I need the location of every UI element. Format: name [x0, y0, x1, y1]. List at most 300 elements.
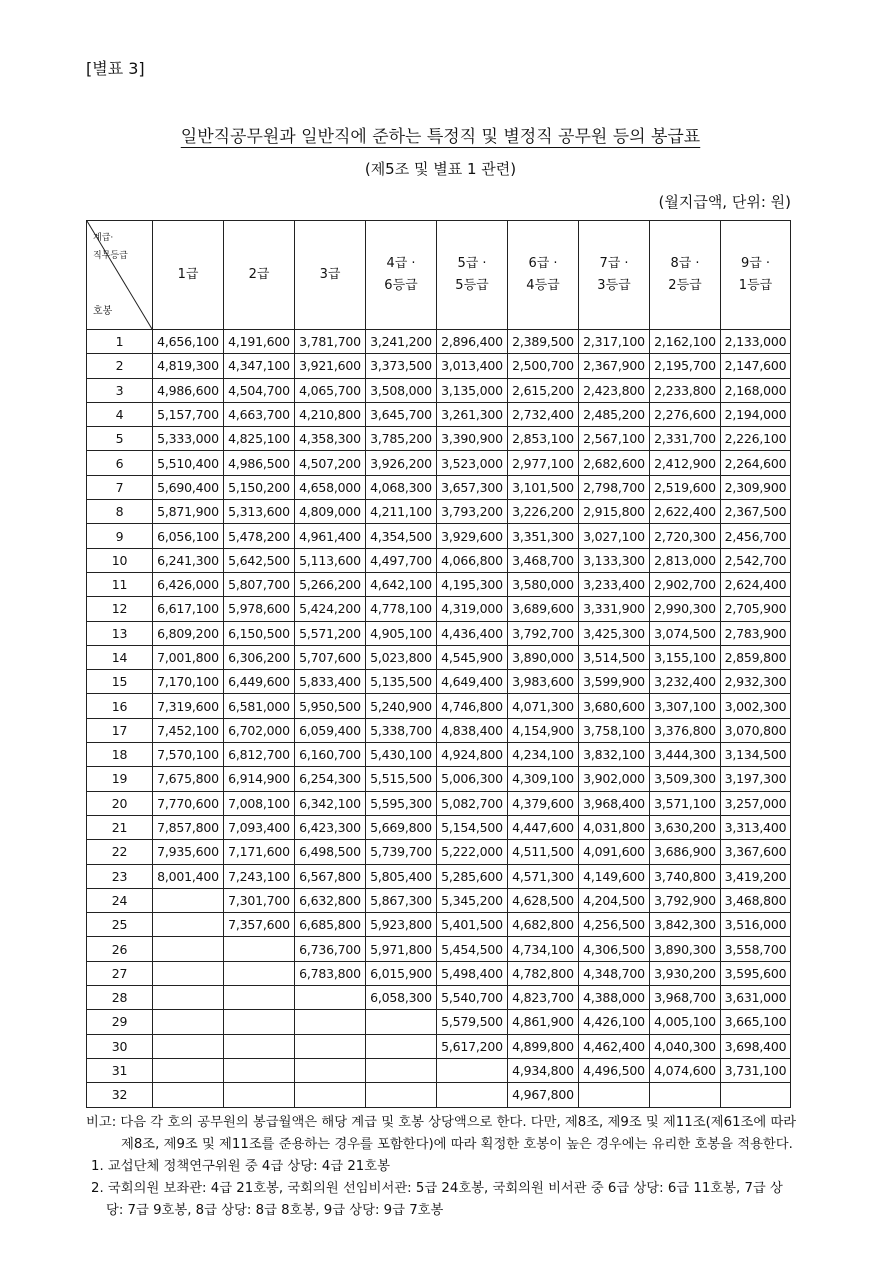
table-row	[87, 548, 791, 572]
salary-cell: 3,686,900	[650, 840, 721, 864]
salary-cell: 4,571,300	[508, 864, 579, 888]
salary-cell: 3,680,600	[579, 694, 650, 718]
header-grade-7-line2: 3등급	[597, 278, 631, 293]
salary-cell: 4,040,300	[650, 1034, 721, 1058]
step-number-cell: 10	[87, 548, 153, 572]
salary-cell: 5,871,900	[153, 500, 224, 524]
salary-cell: 3,516,000	[721, 913, 791, 937]
salary-cell: 4,306,500	[579, 937, 650, 961]
salary-cell: 2,622,400	[650, 500, 721, 524]
salary-cell: 2,624,400	[721, 572, 791, 596]
step-number-cell: 1	[87, 330, 153, 354]
salary-cell: 2,331,700	[650, 427, 721, 451]
step-number-cell: 19	[87, 767, 153, 791]
salary-cell: 5,510,400	[153, 451, 224, 475]
salary-cell: 4,507,200	[295, 451, 366, 475]
salary-cell: 6,617,100	[153, 597, 224, 621]
salary-cell: 5,266,200	[295, 572, 366, 596]
header-grade-4-line2: 6등급	[384, 278, 418, 293]
corner-step-label: 호봉	[93, 306, 113, 317]
salary-cell: 5,950,500	[295, 694, 366, 718]
salary-cell: 5,867,300	[366, 888, 437, 912]
salary-cell: 4,191,600	[224, 330, 295, 354]
salary-cell: 2,456,700	[721, 524, 791, 548]
salary-cell: 6,702,000	[224, 718, 295, 742]
salary-cell: 5,430,100	[366, 743, 437, 767]
step-number-cell: 6	[87, 451, 153, 475]
step-number-cell: 7	[87, 475, 153, 499]
salary-cell: 3,792,900	[650, 888, 721, 912]
salary-cell: 3,890,300	[650, 937, 721, 961]
salary-cell: 4,354,500	[366, 524, 437, 548]
salary-cell	[153, 1034, 224, 1058]
salary-cell: 2,168,000	[721, 378, 791, 402]
salary-cell: 2,519,600	[650, 475, 721, 499]
salary-cell	[153, 1058, 224, 1082]
salary-cell: 2,309,900	[721, 475, 791, 499]
salary-cell: 4,031,800	[579, 815, 650, 839]
salary-cell: 2,367,900	[579, 354, 650, 378]
table-row	[87, 840, 791, 864]
header-grade-5-line2: 5등급	[455, 278, 489, 293]
salary-cell: 4,545,900	[437, 645, 508, 669]
salary-cell: 4,986,600	[153, 378, 224, 402]
salary-cell: 3,785,200	[366, 427, 437, 451]
step-number-cell: 14	[87, 645, 153, 669]
salary-cell: 6,783,800	[295, 961, 366, 985]
salary-cell: 4,347,100	[224, 354, 295, 378]
salary-cell: 6,342,100	[295, 791, 366, 815]
salary-cell	[224, 1034, 295, 1058]
salary-cell: 6,809,200	[153, 621, 224, 645]
salary-cell: 5,833,400	[295, 670, 366, 694]
salary-cell: 3,241,200	[366, 330, 437, 354]
table-row	[87, 961, 791, 985]
salary-cell: 3,645,700	[366, 402, 437, 426]
salary-cell: 5,690,400	[153, 475, 224, 499]
step-number-cell: 28	[87, 986, 153, 1010]
salary-cell: 3,509,300	[650, 767, 721, 791]
step-number-cell: 9	[87, 524, 153, 548]
salary-cell: 5,971,800	[366, 937, 437, 961]
step-number-cell: 32	[87, 1083, 153, 1107]
salary-cell: 4,924,800	[437, 743, 508, 767]
salary-cell: 4,986,500	[224, 451, 295, 475]
header-grade-7-line1: 7급 ·	[599, 256, 629, 271]
salary-cell: 5,222,000	[437, 840, 508, 864]
salary-cell: 3,902,000	[579, 767, 650, 791]
table-row	[87, 524, 791, 548]
salary-cell: 5,978,600	[224, 597, 295, 621]
salary-cell: 3,444,300	[650, 743, 721, 767]
salary-cell: 5,157,700	[153, 402, 224, 426]
salary-cell: 2,615,200	[508, 378, 579, 402]
salary-cell: 2,798,700	[579, 475, 650, 499]
salary-cell: 3,523,000	[437, 451, 508, 475]
salary-cell: 3,508,000	[366, 378, 437, 402]
salary-cell: 4,961,400	[295, 524, 366, 548]
header-grade-3	[295, 221, 366, 330]
salary-cell: 3,630,200	[650, 815, 721, 839]
salary-cell: 3,331,900	[579, 597, 650, 621]
step-number-cell: 3	[87, 378, 153, 402]
salary-cell: 5,739,700	[366, 840, 437, 864]
salary-cell: 2,567,100	[579, 427, 650, 451]
table-row	[87, 937, 791, 961]
salary-cell: 5,154,500	[437, 815, 508, 839]
salary-cell: 4,746,800	[437, 694, 508, 718]
salary-cell: 4,504,700	[224, 378, 295, 402]
corner-header-cell	[87, 221, 153, 330]
header-grade-2-line1: 2급	[248, 267, 270, 282]
salary-cell: 5,285,600	[437, 864, 508, 888]
corner-duty-grade-label: 직무등급	[93, 251, 128, 261]
salary-cell: 3,155,100	[650, 645, 721, 669]
salary-cell: 2,194,000	[721, 402, 791, 426]
salary-cell: 5,707,600	[295, 645, 366, 669]
salary-cell	[366, 1058, 437, 1082]
salary-cell: 6,632,800	[295, 888, 366, 912]
step-number-cell: 30	[87, 1034, 153, 1058]
salary-cell: 7,243,100	[224, 864, 295, 888]
salary-cell: 2,500,700	[508, 354, 579, 378]
salary-cell: 6,056,100	[153, 524, 224, 548]
salary-cell: 5,401,500	[437, 913, 508, 937]
salary-cell: 3,074,500	[650, 621, 721, 645]
salary-cell: 4,819,300	[153, 354, 224, 378]
salary-cell: 7,452,100	[153, 718, 224, 742]
salary-cell: 3,580,000	[508, 572, 579, 596]
salary-cell: 3,731,100	[721, 1058, 791, 1082]
salary-cell: 5,498,400	[437, 961, 508, 985]
salary-cell: 3,781,700	[295, 330, 366, 354]
salary-cell: 3,689,600	[508, 597, 579, 621]
salary-cell: 2,853,100	[508, 427, 579, 451]
salary-cell: 2,542,700	[721, 548, 791, 572]
salary-cell: 3,832,100	[579, 743, 650, 767]
salary-cell: 5,313,600	[224, 500, 295, 524]
header-grade-8	[650, 221, 721, 330]
salary-cell: 2,133,000	[721, 330, 791, 354]
salary-cell: 7,570,100	[153, 743, 224, 767]
salary-cell: 6,567,800	[295, 864, 366, 888]
salary-cell: 7,171,600	[224, 840, 295, 864]
salary-cell: 5,515,500	[366, 767, 437, 791]
salary-cell	[366, 1034, 437, 1058]
salary-cell: 4,734,100	[508, 937, 579, 961]
table-row	[87, 743, 791, 767]
salary-cell: 4,809,000	[295, 500, 366, 524]
table-row	[87, 475, 791, 499]
salary-cell: 3,657,300	[437, 475, 508, 499]
step-number-cell: 18	[87, 743, 153, 767]
header-grade-9-line2: 1등급	[738, 278, 773, 293]
salary-cell: 3,261,300	[437, 402, 508, 426]
salary-cell: 2,732,400	[508, 402, 579, 426]
salary-cell: 4,823,700	[508, 986, 579, 1010]
salary-cell: 4,838,400	[437, 718, 508, 742]
salary-cell: 6,059,400	[295, 718, 366, 742]
header-grade-7	[579, 221, 650, 330]
salary-cell: 2,896,400	[437, 330, 508, 354]
salary-cell: 4,068,300	[366, 475, 437, 499]
salary-cell: 3,571,100	[650, 791, 721, 815]
salary-cell: 5,595,300	[366, 791, 437, 815]
salary-table	[86, 220, 791, 1108]
salary-cell	[224, 986, 295, 1010]
document-subtitle: (제5조 및 별표 1 관련)	[364, 160, 517, 178]
salary-cell: 5,135,500	[366, 670, 437, 694]
step-number-cell: 11	[87, 572, 153, 596]
step-number-cell: 25	[87, 913, 153, 937]
step-number-cell: 26	[87, 937, 153, 961]
salary-cell: 7,935,600	[153, 840, 224, 864]
salary-cell	[153, 986, 224, 1010]
salary-cell: 4,204,500	[579, 888, 650, 912]
salary-cell: 2,485,200	[579, 402, 650, 426]
table-row	[87, 1058, 791, 1082]
salary-cell: 3,595,600	[721, 961, 791, 985]
header-grade-2	[224, 221, 295, 330]
salary-cell: 4,462,400	[579, 1034, 650, 1058]
salary-cell: 4,649,400	[437, 670, 508, 694]
salary-cell: 6,150,500	[224, 621, 295, 645]
salary-cell: 6,914,900	[224, 767, 295, 791]
header-grade-6	[508, 221, 579, 330]
salary-cell: 2,162,100	[650, 330, 721, 354]
salary-cell	[721, 1083, 791, 1107]
salary-cell: 4,436,400	[437, 621, 508, 645]
salary-cell: 5,240,900	[366, 694, 437, 718]
salary-cell: 3,070,800	[721, 718, 791, 742]
salary-cell: 3,468,800	[721, 888, 791, 912]
salary-cell: 4,154,900	[508, 718, 579, 742]
salary-cell: 4,348,700	[579, 961, 650, 985]
salary-cell: 4,319,000	[437, 597, 508, 621]
salary-cell: 3,101,500	[508, 475, 579, 499]
salary-cell: 5,669,800	[366, 815, 437, 839]
salary-cell: 8,001,400	[153, 864, 224, 888]
header-grade-5-line1: 5급 ·	[457, 256, 487, 271]
salary-cell: 5,023,800	[366, 645, 437, 669]
salary-cell: 4,778,100	[366, 597, 437, 621]
salary-cell: 3,133,300	[579, 548, 650, 572]
salary-cell	[224, 1058, 295, 1082]
salary-cell: 2,705,900	[721, 597, 791, 621]
salary-cell: 3,665,100	[721, 1010, 791, 1034]
salary-cell: 6,736,700	[295, 937, 366, 961]
salary-cell: 3,792,700	[508, 621, 579, 645]
salary-cell	[153, 1083, 224, 1107]
salary-cell: 6,306,200	[224, 645, 295, 669]
salary-cell: 4,967,800	[508, 1083, 579, 1107]
salary-cell: 5,333,000	[153, 427, 224, 451]
salary-cell: 4,256,500	[579, 913, 650, 937]
salary-cell: 4,682,800	[508, 913, 579, 937]
table-row	[87, 402, 791, 426]
salary-cell: 4,379,600	[508, 791, 579, 815]
header-grade-3-line1: 3급	[319, 267, 341, 282]
salary-cell: 4,149,600	[579, 864, 650, 888]
salary-cell: 4,071,300	[508, 694, 579, 718]
table-row	[87, 621, 791, 645]
salary-cell: 3,425,300	[579, 621, 650, 645]
table-row	[87, 670, 791, 694]
salary-cell	[579, 1083, 650, 1107]
salary-cell: 3,793,200	[437, 500, 508, 524]
header-grade-6-line2: 4등급	[526, 278, 560, 293]
salary-cell: 2,367,500	[721, 500, 791, 524]
header-grade-8-line2: 2등급	[668, 278, 702, 293]
salary-cell: 3,376,800	[650, 718, 721, 742]
step-number-cell: 16	[87, 694, 153, 718]
salary-cell: 2,195,700	[650, 354, 721, 378]
table-row	[87, 1010, 791, 1034]
salary-cell: 2,317,100	[579, 330, 650, 354]
salary-cell: 4,358,300	[295, 427, 366, 451]
salary-cell: 5,617,200	[437, 1034, 508, 1058]
salary-cell: 7,301,700	[224, 888, 295, 912]
salary-cell: 5,082,700	[437, 791, 508, 815]
salary-cell	[224, 961, 295, 985]
salary-cell: 3,134,500	[721, 743, 791, 767]
salary-cell: 3,027,100	[579, 524, 650, 548]
header-grade-1	[153, 221, 224, 330]
document-title-text: 일반직공무원과 일반직에 준하는 특정직 및 별정직 공무원 등의 봉급표	[180, 127, 701, 147]
salary-cell: 2,859,800	[721, 645, 791, 669]
salary-cell	[295, 986, 366, 1010]
salary-cell	[366, 1010, 437, 1034]
salary-cell	[437, 1058, 508, 1082]
salary-cell: 6,449,600	[224, 670, 295, 694]
salary-cell: 3,558,700	[721, 937, 791, 961]
step-number-cell: 21	[87, 815, 153, 839]
salary-cell: 2,720,300	[650, 524, 721, 548]
salary-cell: 6,426,000	[153, 572, 224, 596]
salary-cell: 2,147,600	[721, 354, 791, 378]
header-grade-1-line1: 1급	[177, 267, 199, 282]
table-row	[87, 1034, 791, 1058]
salary-cell: 7,093,400	[224, 815, 295, 839]
header-grade-9	[721, 221, 791, 330]
header-grade-5	[437, 221, 508, 330]
salary-cell	[295, 1034, 366, 1058]
table-row	[87, 378, 791, 402]
salary-cell	[295, 1058, 366, 1082]
notes-item-2: 2. 국회의원 보좌관: 4급 21호봉, 국회의원 선임비서관: 5급 24호봉, 국회의원 비서관 중 6급 상당: 6급 11호봉, 7급 상당: 7급 9호봉, 8급 상당: 8급 8호봉, 9급 상당: 9급 7호봉	[91, 1181, 783, 1218]
step-number-cell: 12	[87, 597, 153, 621]
salary-cell: 2,682,600	[579, 451, 650, 475]
salary-cell: 3,390,900	[437, 427, 508, 451]
salary-cell: 6,423,300	[295, 815, 366, 839]
salary-cell	[295, 1010, 366, 1034]
header-grade-9-line1: 9급 ·	[740, 256, 771, 271]
salary-cell: 3,468,700	[508, 548, 579, 572]
salary-cell: 2,423,800	[579, 378, 650, 402]
step-number-cell: 2	[87, 354, 153, 378]
salary-cell: 3,351,300	[508, 524, 579, 548]
salary-cell: 5,424,200	[295, 597, 366, 621]
salary-cell: 5,923,800	[366, 913, 437, 937]
step-number-cell: 31	[87, 1058, 153, 1082]
notes-lead: 비고: 다음 각 호의 공무원의 봉급월액은 해당 계급 및 호봉 상당액으로 한다. 다만, 제8조, 제9조 및 제11조(제61조에 따라 제8조, 제9조 및 제11조를 준용하는 경우를 포함한다)에 따라 획정한 호봉이 높은 경우에는 유리한 호봉을 적용한다.	[86, 1115, 797, 1152]
header-grade-8-line1: 8급 ·	[670, 256, 700, 271]
salary-cell: 3,599,900	[579, 670, 650, 694]
salary-cell: 3,307,100	[650, 694, 721, 718]
salary-cell: 3,921,600	[295, 354, 366, 378]
salary-cell: 2,813,000	[650, 548, 721, 572]
table-row	[87, 815, 791, 839]
table-row	[87, 451, 791, 475]
table-row	[87, 572, 791, 596]
salary-cell: 4,074,600	[650, 1058, 721, 1082]
salary-cell: 4,234,100	[508, 743, 579, 767]
salary-cell: 7,675,800	[153, 767, 224, 791]
salary-cell: 5,571,200	[295, 621, 366, 645]
step-number-cell: 23	[87, 864, 153, 888]
salary-cell: 6,160,700	[295, 743, 366, 767]
salary-cell: 3,842,300	[650, 913, 721, 937]
salary-cell	[153, 888, 224, 912]
table-row	[87, 354, 791, 378]
salary-cell: 7,001,800	[153, 645, 224, 669]
salary-cell: 4,511,500	[508, 840, 579, 864]
salary-cell	[153, 1010, 224, 1034]
salary-cell	[366, 1083, 437, 1107]
salary-cell: 3,257,000	[721, 791, 791, 815]
attachment-label: [별표 3]	[86, 59, 145, 78]
step-number-cell: 20	[87, 791, 153, 815]
salary-cell: 3,926,200	[366, 451, 437, 475]
table-row	[87, 330, 791, 354]
table-row	[87, 864, 791, 888]
salary-cell: 4,496,500	[579, 1058, 650, 1082]
salary-cell	[153, 937, 224, 961]
header-grade-6-line1: 6급 ·	[528, 256, 558, 271]
salary-cell: 7,357,600	[224, 913, 295, 937]
salary-cell: 5,345,200	[437, 888, 508, 912]
step-number-cell: 4	[87, 402, 153, 426]
salary-cell	[437, 1083, 508, 1107]
step-number-cell: 15	[87, 670, 153, 694]
salary-cell: 5,642,500	[224, 548, 295, 572]
salary-cell: 7,008,100	[224, 791, 295, 815]
step-number-cell: 17	[87, 718, 153, 742]
step-number-cell: 24	[87, 888, 153, 912]
salary-cell	[153, 913, 224, 937]
salary-cell: 5,338,700	[366, 718, 437, 742]
notes-section	[86, 1112, 798, 1222]
salary-cell: 6,058,300	[366, 986, 437, 1010]
salary-cell: 6,498,500	[295, 840, 366, 864]
table-row	[87, 1083, 791, 1107]
step-number-cell: 8	[87, 500, 153, 524]
salary-cell: 2,264,600	[721, 451, 791, 475]
salary-cell: 5,113,600	[295, 548, 366, 572]
salary-cell: 7,319,600	[153, 694, 224, 718]
salary-cell: 2,226,100	[721, 427, 791, 451]
salary-cell	[295, 1083, 366, 1107]
salary-cell	[224, 1083, 295, 1107]
salary-cell: 3,013,400	[437, 354, 508, 378]
salary-cell: 3,135,000	[437, 378, 508, 402]
salary-cell: 5,150,200	[224, 475, 295, 499]
table-row	[87, 791, 791, 815]
salary-cell: 4,861,900	[508, 1010, 579, 1034]
salary-cell: 5,454,500	[437, 937, 508, 961]
step-number-cell: 5	[87, 427, 153, 451]
salary-cell	[224, 1010, 295, 1034]
